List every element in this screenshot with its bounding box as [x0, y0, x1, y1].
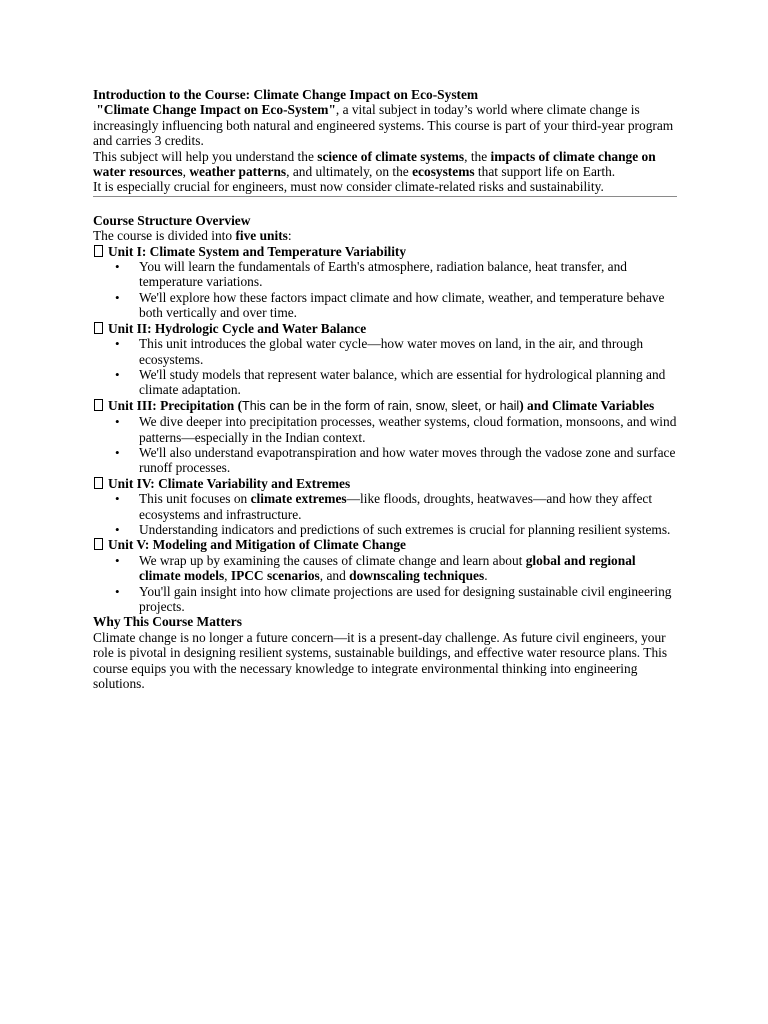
unit-5-title: Unit V: Modeling and Mitigation of Climate Change: [108, 537, 406, 553]
list-item: • We'll study models that represent water balance, which are essential for hydrological planning and climate adaptation.: [93, 367, 677, 398]
intro-p2-f: weather patterns: [189, 164, 287, 180]
unit-5-list: [93, 553, 677, 615]
structure-lead-a: The course is divided into: [93, 228, 236, 244]
list-item: • You will learn the fundamentals of Earth's atmosphere, radiation balance, heat transfer, and temperature variations.: [93, 259, 677, 290]
list-item: • We'll also understand evapotranspiration and how water moves through the vadose zone and surface runoff processes.: [93, 445, 677, 476]
intro-p2-h: ecosystems: [412, 164, 475, 180]
structure-lead-b: five units: [235, 228, 288, 244]
unit-2-list: [93, 336, 677, 398]
unit-3-title-c: ) and Climate Variables: [519, 397, 655, 413]
unit-2-heading: [93, 321, 677, 336]
unit-3-list: [93, 414, 677, 476]
list-item: • You'll gain insight into how climate projections are used for designing sustainable civil engineering projects.: [93, 584, 677, 615]
intro-p1-text: , a vital subject in today’s world where climate change is increasingly influencing both natural and engineered systems. This course is part of your third-year program and carries 3 credits.: [93, 102, 674, 149]
unit-5-b1-f: downscaling techniques: [349, 568, 485, 584]
course-name: "Climate Change Impact on Eco-System": [96, 102, 336, 118]
unit-4-b1-a: This unit focuses on: [139, 491, 251, 507]
missing-glyph-icon: [94, 538, 103, 550]
unit-4-b1-b: climate extremes: [250, 491, 347, 507]
unit-5-b1-b: global and regional climate models: [139, 552, 636, 584]
intro-p2-i: that support life on Earth.: [474, 164, 616, 180]
unit-5-b1-a: We wrap up by examining the causes of climate change and learn about: [139, 552, 526, 568]
list-item: [93, 553, 677, 584]
unit-3-title-a: Unit III: Precipitation (: [108, 397, 243, 413]
unit-5-b1-c: ,: [224, 568, 231, 584]
unit-4-heading: [93, 476, 677, 491]
intro-title: Introduction to the Course: Climate Change Impact on Eco-System: [93, 87, 479, 102]
structure-lead: [93, 228, 677, 243]
list-item: [93, 491, 677, 522]
spacer: [93, 197, 677, 213]
list-item: • This unit introduces the global water cycle—how water moves on land, in the air, and through ecosystems.: [93, 336, 677, 367]
intro-p2-a: This subject will help you understand the: [93, 148, 318, 164]
list-item: • Understanding indicators and predictions of such extremes is crucial for planning resilient systems.: [93, 522, 677, 537]
unit-2-title: Unit II: Hydrologic Cycle and Water Balance: [108, 320, 367, 336]
unit-3-title-note: This can be in the form of rain, snow, sleet, or hail: [242, 398, 520, 413]
intro-p2-b: science of climate systems: [317, 148, 465, 164]
intro-p2-g: , and ultimately, on the: [286, 164, 413, 180]
list-item: • We'll explore how these factors impact climate and how climate, weather, and temperature behave both vertically and over time.: [93, 290, 677, 321]
why-body: Climate change is no longer a future concern—it is a present-day challenge. As future civil engineers, your role is pivotal in designing resilient systems, sustainable buildings, and effective water resource plans. This course equips you with the necessary knowledge to integrate environmental thinking into engineering solutions.: [93, 629, 668, 692]
document-body: [93, 87, 677, 691]
unit-3-heading: [93, 398, 677, 414]
unit-5-b1-g: .: [484, 568, 488, 584]
unit-1-heading: [93, 244, 677, 259]
intro-p2-c: , the: [464, 148, 491, 164]
unit-1-list: [93, 259, 677, 321]
missing-glyph-icon: [94, 399, 103, 411]
intro-paragraph-3: It is especially crucial for engineers, must now consider climate-related risks and sustainability.: [93, 179, 604, 195]
unit-4-b1-c: —like floods, droughts, heatwaves—and how they affect ecosystems and infrastructure.: [139, 491, 653, 522]
unit-4-list: [93, 491, 677, 537]
unit-5-b1-e: , and: [319, 568, 350, 584]
unit-4-title: Unit IV: Climate Variability and Extremes: [108, 475, 351, 491]
missing-glyph-icon: [94, 322, 103, 334]
intro-paragraph-2: [93, 149, 677, 180]
unit-5-heading: [93, 537, 677, 552]
why-title: Why This Course Matters: [93, 614, 242, 630]
list-item: • We dive deeper into precipitation processes, weather systems, cloud formation, monsoons, and wind patterns—especially in the Indian context.: [93, 414, 677, 445]
structure-lead-c: :: [287, 228, 292, 244]
unit-5-b1-d: IPCC scenarios: [230, 568, 320, 584]
intro-p2-d: impacts of climate change on water resources: [93, 148, 656, 180]
structure-title: Course Structure Overview: [93, 212, 251, 228]
missing-glyph-icon: [94, 245, 103, 257]
unit-1-title: Unit I: Climate System and Temperature Variability: [108, 243, 407, 259]
missing-glyph-icon: [94, 477, 103, 489]
intro-paragraph-1: [93, 102, 677, 148]
intro-p2-e: ,: [182, 164, 190, 180]
